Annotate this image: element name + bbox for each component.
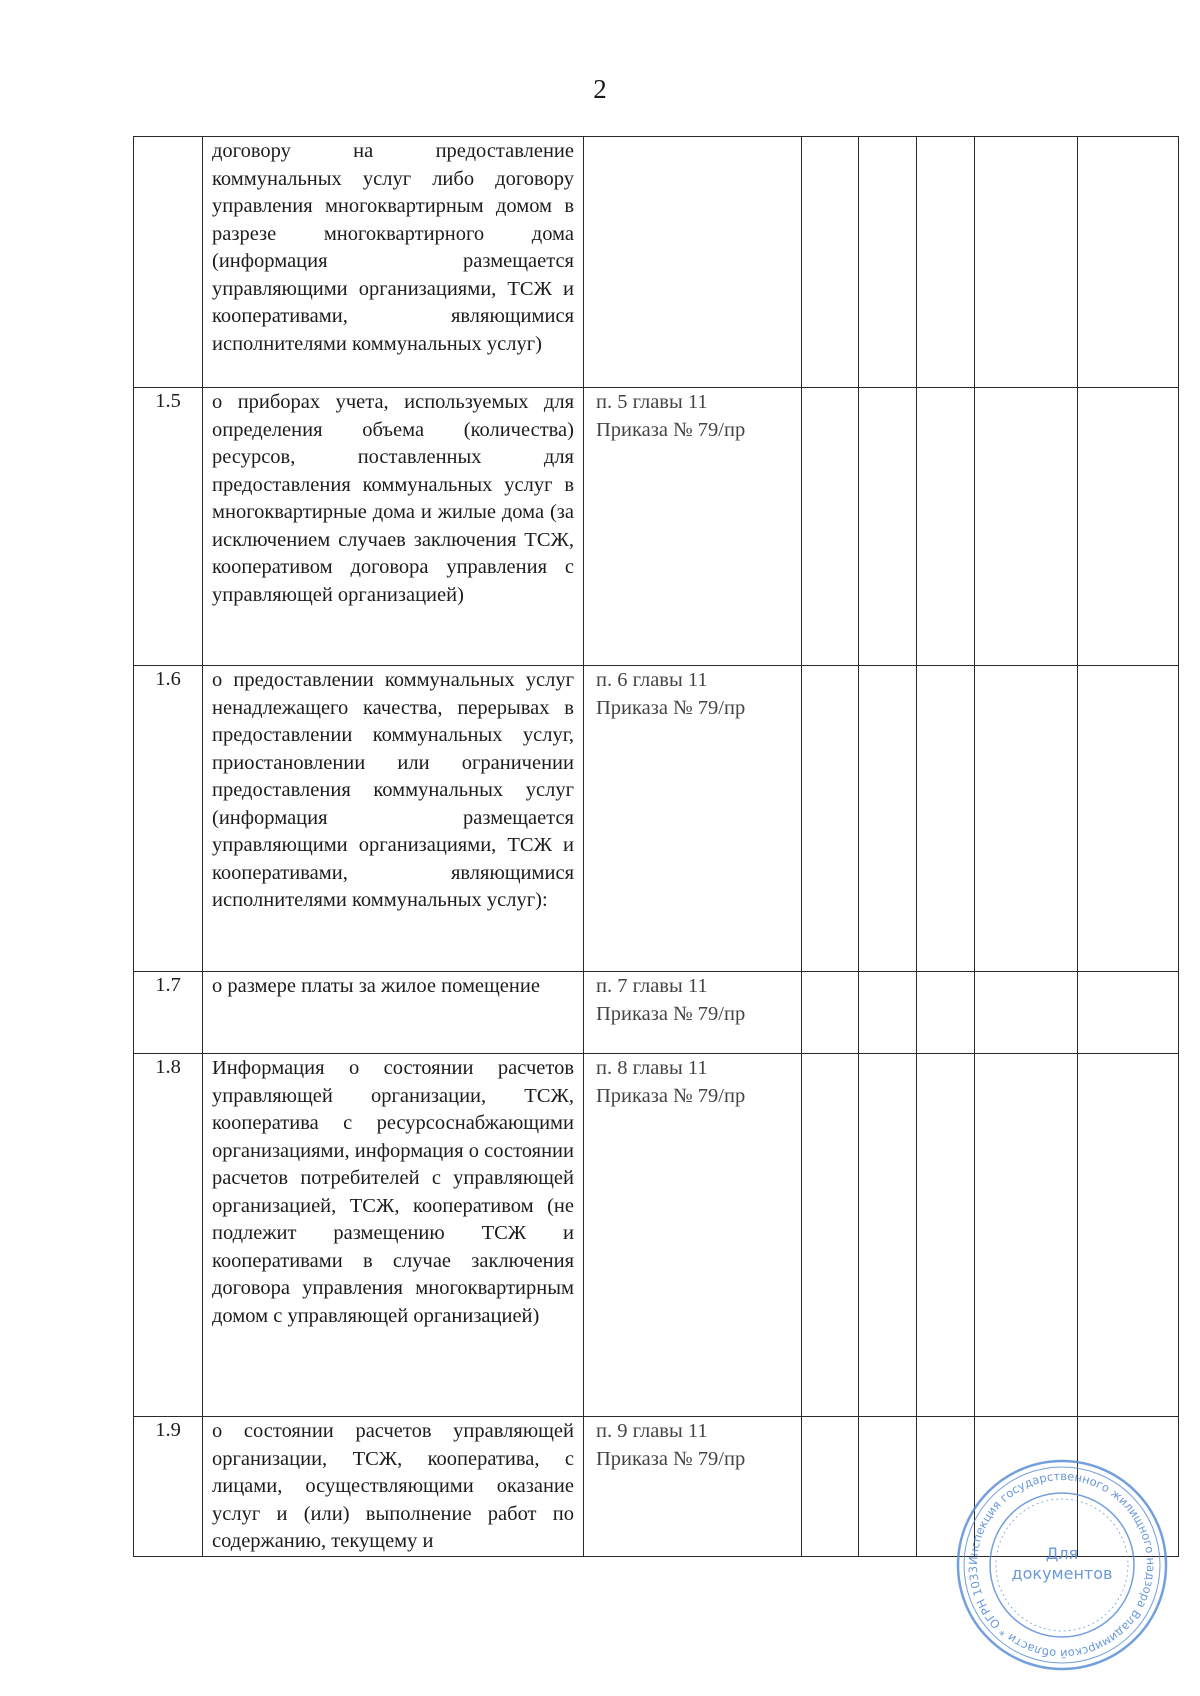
official-stamp bbox=[952, 1455, 1172, 1675]
empty-cell bbox=[859, 388, 917, 666]
table-row bbox=[134, 137, 1179, 388]
empty-cell bbox=[975, 137, 1078, 388]
empty-cell bbox=[802, 1417, 859, 1557]
stamp-center-line: документов bbox=[1011, 1564, 1113, 1583]
row-number: 1.8 bbox=[134, 1054, 203, 1417]
reference-line: Приказа № 79/пр bbox=[596, 418, 746, 441]
reference-line: Приказа № 79/пр bbox=[596, 1447, 746, 1470]
empty-cell bbox=[975, 1054, 1078, 1417]
row-number: 1.5 bbox=[134, 388, 203, 666]
row-description: Информация о состоянии расчетов управляющей организации, ТСЖ, кооператива с ресурсоснабжающими организациями, информация о состоянии расчетов потребителей с управляющей организацией, ТСЖ, кооперативом (не подлежит размещению ТСЖ и кооперативами в случае заключения договора управления многоквартирным домом с управляющей организацией) bbox=[203, 1054, 584, 1417]
empty-cell bbox=[975, 388, 1078, 666]
empty-cell bbox=[859, 137, 917, 388]
empty-cell bbox=[859, 1054, 917, 1417]
row-description: о приборах учета, используемых для определения объема (количества) ресурсов, поставленных для предоставления коммунальных услуг в многоквартирные дома и жилые дома (за исключением случаев заключения ТСЖ, кооперативом договора управления с управляющей организацией) bbox=[203, 388, 584, 666]
reference-line: Приказа № 79/пр bbox=[596, 1084, 746, 1107]
empty-cell bbox=[917, 972, 975, 1054]
row-reference bbox=[584, 1054, 802, 1417]
empty-cell bbox=[1078, 388, 1179, 666]
empty-cell bbox=[1078, 666, 1179, 972]
row-description: о предоставлении коммунальных услуг ненадлежащего качества, перерывах в предоставлении коммунальных услуг, приостановлении или ограничении предоставления коммунальных услуг (информация размещается управляющими организациями, ТСЖ и кооперативами, являющимися исполнителями коммунальных услуг): bbox=[203, 666, 584, 972]
reference-line: п. 6 главы 11 bbox=[596, 669, 708, 691]
table-row bbox=[134, 972, 1179, 1054]
reference-line: п. 9 главы 11 bbox=[596, 1420, 708, 1442]
row-reference bbox=[584, 972, 802, 1054]
empty-cell bbox=[859, 972, 917, 1054]
row-description: о размере платы за жилое помещение bbox=[203, 972, 584, 1054]
reference-line: п. 5 главы 11 bbox=[596, 391, 708, 413]
empty-cell bbox=[975, 972, 1078, 1054]
empty-cell bbox=[859, 666, 917, 972]
empty-cell bbox=[917, 666, 975, 972]
stamp-center-line: Для bbox=[1045, 1544, 1079, 1563]
reference-line: п. 8 главы 11 bbox=[596, 1057, 708, 1079]
row-number: 1.6 bbox=[134, 666, 203, 972]
row-number bbox=[134, 137, 203, 388]
empty-cell bbox=[802, 972, 859, 1054]
empty-cell bbox=[802, 1054, 859, 1417]
row-reference bbox=[584, 1417, 802, 1557]
row-reference bbox=[584, 666, 802, 972]
row-reference bbox=[584, 388, 802, 666]
page-number: 2 bbox=[593, 74, 607, 104]
requirements-table bbox=[133, 136, 1179, 1557]
empty-cell bbox=[1078, 972, 1179, 1054]
empty-cell bbox=[859, 1417, 917, 1557]
table-row bbox=[134, 388, 1179, 666]
empty-cell bbox=[917, 137, 975, 388]
row-description: договору на предоставление коммунальных услуг либо договору управления многоквартирным домом в разрезе многоквартирного дома (информация размещается управляющими организациями, ТСЖ и кооперативами, являющимися исполнителями коммунальных услуг) bbox=[203, 137, 584, 388]
stamp-graphic bbox=[952, 1455, 1172, 1675]
row-number: 1.7 bbox=[134, 972, 203, 1054]
row-reference bbox=[584, 137, 802, 388]
empty-cell bbox=[802, 388, 859, 666]
empty-cell bbox=[1078, 137, 1179, 388]
empty-cell bbox=[917, 388, 975, 666]
reference-line: Приказа № 79/пр bbox=[596, 1002, 746, 1025]
row-description: о состоянии расчетов управляющей организации, ТСЖ, кооператива, с лицами, осуществляющими оказание услуг и (или) выполнение работ по содержанию, текущему и bbox=[203, 1417, 584, 1557]
row-number: 1.9 bbox=[134, 1417, 203, 1557]
table-row bbox=[134, 666, 1179, 972]
empty-cell bbox=[917, 1054, 975, 1417]
empty-cell bbox=[802, 666, 859, 972]
reference-line: п. 7 главы 11 bbox=[596, 975, 708, 997]
empty-cell bbox=[1078, 1054, 1179, 1417]
reference-line: Приказа № 79/пр bbox=[596, 696, 746, 719]
table-row bbox=[134, 1054, 1179, 1417]
empty-cell bbox=[802, 137, 859, 388]
empty-cell bbox=[975, 666, 1078, 972]
stamp-ring-text: Инспекция государственного жилищного надзора Владимирской области * ОГРН 1033 bbox=[965, 1468, 1159, 1662]
